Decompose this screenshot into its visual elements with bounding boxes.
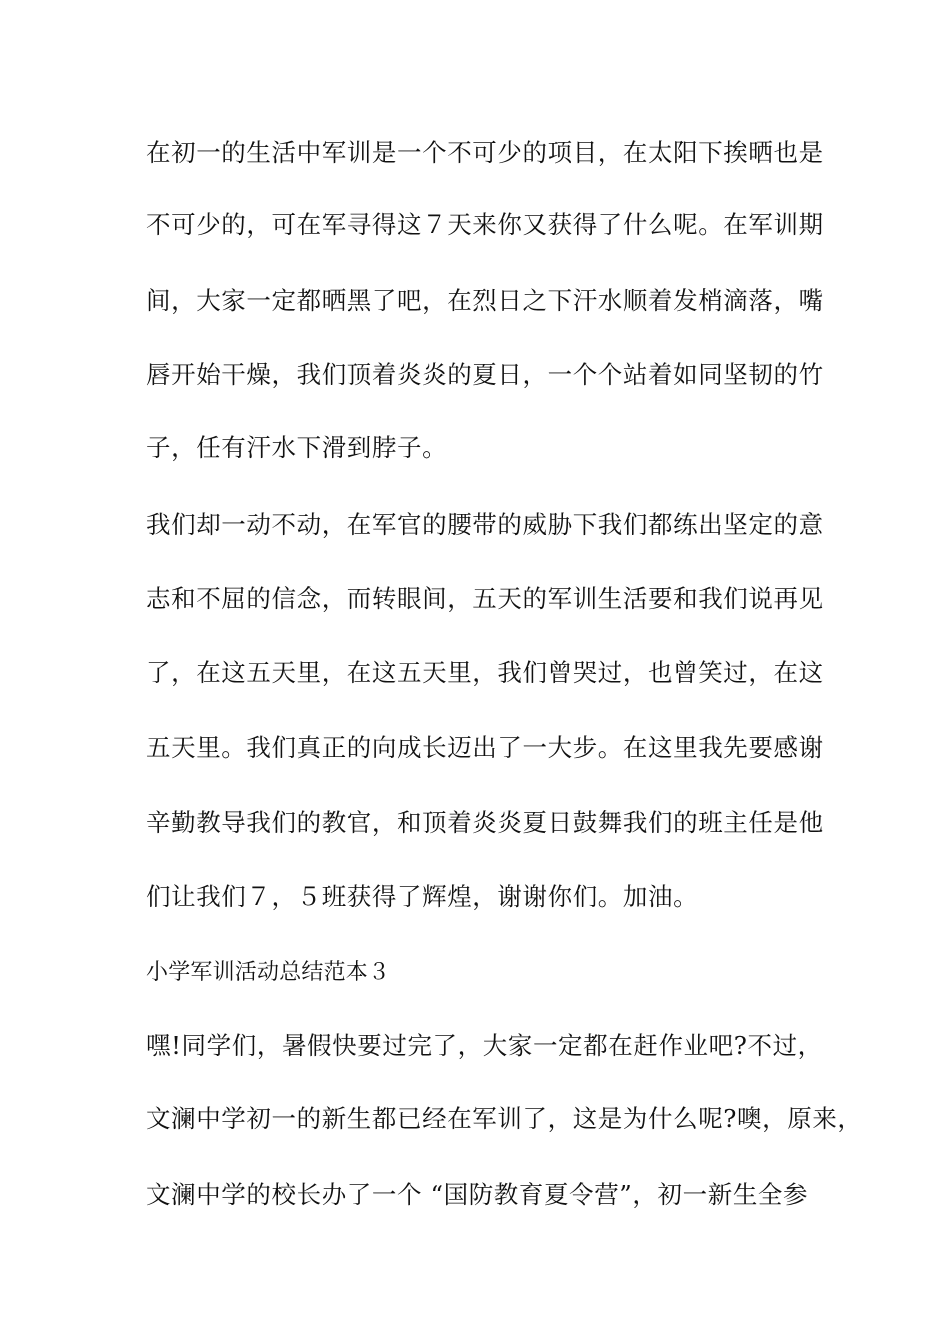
paragraph-2-line-5: 辛勤教导我们的教官，和顶着炎炎夏日鼓舞我们的班主任是他 bbox=[146, 808, 824, 837]
paragraph-1-line-5: 子，任有汗水下滑到脖子。 bbox=[146, 433, 448, 462]
paragraph-1-line-2: 不可少的，可在军寻得这７天来你又获得了什么呢。在军训期 bbox=[146, 210, 824, 239]
paragraph-2-line-3: 了，在这五天里，在这五天里，我们曾哭过，也曾笑过，在这 bbox=[146, 658, 824, 687]
paragraph-1-line-3: 间，大家一定都晒黑了吧，在烈日之下汗水顺着发梢滴落，嘴 bbox=[146, 286, 824, 315]
paragraph-3-line-2: 文澜中学初一的新生都已经在军训了，这是为什么呢?噢，原来， bbox=[146, 1104, 863, 1133]
paragraph-3-line-3: 文澜中学的校长办了一个 “国防教育夏令营”，初一新生全参 bbox=[146, 1180, 809, 1209]
section-heading: 小学军训活动总结范本３ bbox=[146, 960, 391, 985]
paragraph-2-line-2: 志和不屈的信念，而转眼间，五天的军训生活要和我们说再见 bbox=[146, 584, 824, 613]
paragraph-2-line-1: 我们却一动不动，在军官的腰带的威胁下我们都练出坚定的意 bbox=[146, 510, 824, 539]
paragraph-2-line-4: 五天里。我们真正的向成长迈出了一大步。在这里我先要感谢 bbox=[146, 733, 824, 762]
paragraph-2-line-6: 们让我们７，５班获得了辉煌，谢谢你们。加油。 bbox=[146, 882, 699, 911]
paragraph-1-line-4: 唇开始干燥，我们顶着炎炎的夏日，一个个站着如同坚韧的竹 bbox=[146, 360, 824, 389]
paragraph-1-line-1: 在初一的生活中军训是一个不可少的项目，在太阳下挨晒也是 bbox=[146, 138, 824, 167]
paragraph-3-line-1: 嘿!同学们，暑假快要过完了，大家一定都在赶作业吧?不过， bbox=[146, 1031, 823, 1060]
